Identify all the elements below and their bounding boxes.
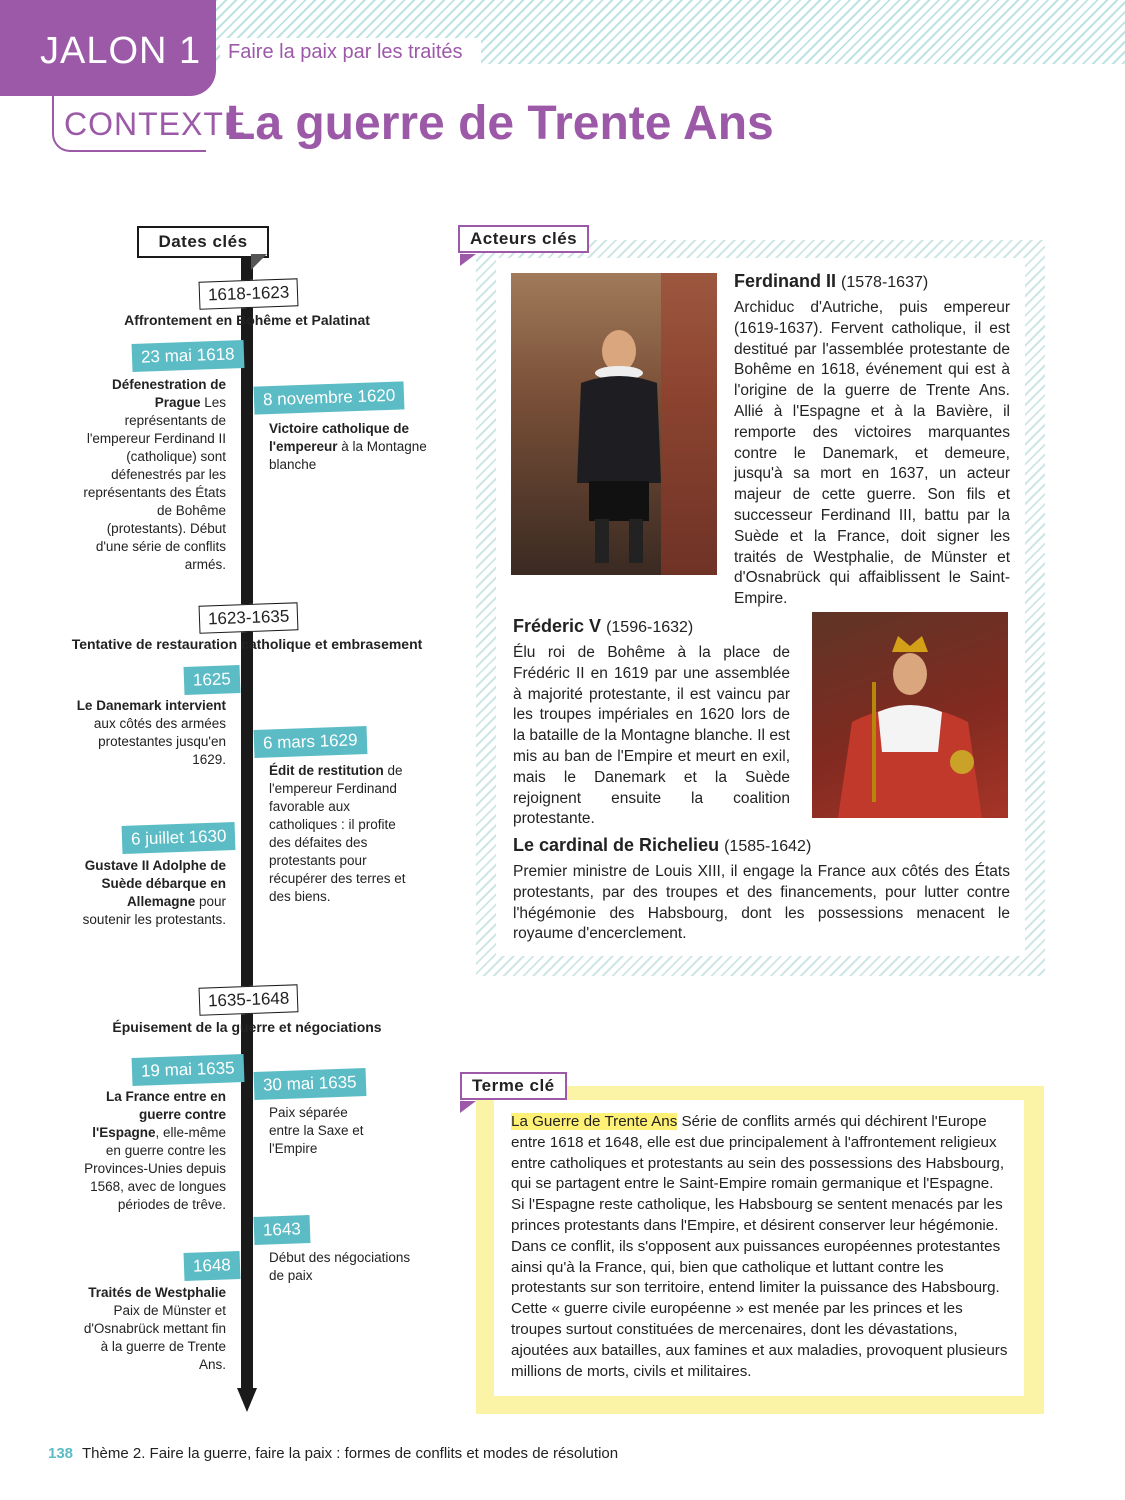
timeline-line <box>241 252 253 1392</box>
event-title: Édit de restitution <box>269 763 384 778</box>
context-label: CONTEXTE <box>64 106 247 142</box>
event-text: Paix de Münster et d'Osnabrück mettant fin à la guerre de Trente Ans. <box>83 1303 226 1372</box>
event-description <box>269 762 414 906</box>
event-title: Gustave II Adolphe de Suède débarque en Allemagne <box>84 858 226 909</box>
period-label: Affrontement en Bohême et Palatinat <box>124 312 370 328</box>
period-dates: 1635-1648 <box>199 984 299 1015</box>
actors-header: Acteurs clés <box>458 225 589 253</box>
event-description <box>269 1104 379 1158</box>
timeline-arrow-icon <box>237 1388 257 1412</box>
actor-name <box>513 616 693 637</box>
timeline-header-notch <box>251 254 267 270</box>
actor-name-text: Le cardinal de Richelieu <box>513 835 720 855</box>
jalon-subtitle: Faire la paix par les traités <box>220 38 481 68</box>
event-date-tag: 30 mai 1635 <box>254 1068 366 1100</box>
event-title: Le Danemark intervient <box>76 698 226 713</box>
event-description <box>76 1284 226 1374</box>
term-header: Terme clé <box>460 1072 567 1100</box>
event-text: , elle-même en guerre contre les Provinces-Unies depuis 1568, avec de longues périodes de trêve. <box>84 1125 226 1212</box>
jalon-label: JALON 1 <box>40 30 202 72</box>
period-label: Tentative de restauration catholique et embrasement <box>71 636 423 652</box>
event-text: Les représentants de l'empereur Ferdinand II (catholique) sont défenestrés par les représentants des États de Bohême (protestants). Début d'une série de conflits armés. <box>83 395 226 572</box>
event-title: Défenestration de Prague <box>111 377 226 410</box>
actor-name <box>513 835 811 856</box>
term-header-flag <box>460 1101 476 1113</box>
actor-bio: Archiduc d'Autriche, puis empereur (1619-1637). Fervent catholique, il est destitué par l'assemblée protestante de Bohême en 1618, événement qui est à l'origine de la guerre de Trente Ans. Allié à l'Espagne et à la Bavière, il remporte des victoires marquantes contre le Danemark, et demeure, jusqu'à sa mort en 1637, un acteur majeur de cette guerre. Son fils et successeur Ferdinand III, battu par la Suède et la France, doit signer les traités de Westphalie, de Münster et d'Osnabrück qui affaiblissent le Saint-Empire. <box>734 299 1010 608</box>
event-text: Paix séparée entre la Saxe et l'Empire <box>269 1105 364 1156</box>
term-highlight: La Guerre de Trente Ans <box>511 1113 678 1130</box>
actor-name-text: Fréderic V <box>513 616 602 636</box>
page-title: La guerre de Trente Ans <box>226 97 774 150</box>
event-date-tag: 1643 <box>254 1215 311 1245</box>
event-description <box>269 1249 424 1285</box>
actors-header-flag <box>460 254 476 266</box>
event-description <box>76 857 226 929</box>
event-date-tag: 1648 <box>184 1251 241 1281</box>
event-text: pour soutenir les protestants. <box>82 894 226 927</box>
event-text: aux côtés des armées protestantes jusqu'en 1629. <box>93 716 226 767</box>
actor-years: (1585-1642) <box>724 838 812 855</box>
event-date-tag: 6 mars 1629 <box>254 726 367 758</box>
event-text: de l'empereur Ferdinand favorable aux catholiques : il profite des défaites des protestants pour récupérer des terres et des biens. <box>269 763 406 904</box>
period-dates: 1618-1623 <box>199 278 299 309</box>
actor-name-text: Ferdinand II <box>734 271 837 291</box>
actor-name <box>734 271 928 292</box>
event-description <box>76 697 226 769</box>
term-definition <box>511 1112 1011 1382</box>
event-date-tag: 6 juillet 1630 <box>122 822 236 854</box>
term-body: Série de conflits armés qui déchirent l'Europe entre 1618 et 1648, elle est due principalement à l'affrontement religieux entre catholiques et protestants au sein des possessions des Habsbourg, qui se partagent entre le Saint-Empire romain germanique et l'Espagne. Si l'Espagne reste catholique, les Habsbourg se sentent menacés par les princes protestants dans l'Empire, et désirent conserver leur hégémonie. Dans ce conflit, ils s'opposent aux puissances européennes protestantes ainsi qu'à la France, qui, bien que catholique et luttant contre les protestants sur son territoire, entend limiter la puissance des Habsbourg. Cette « guerre civile européenne » est menée par les princes et les troupes surtout constituées de mercenaires, dont les dévastations, ajoutées aux batailles, aux famines et aux maladies, provoquent plusieurs millions de morts, civils et militaires. <box>511 1113 1008 1380</box>
actor-bio: Premier ministre de Louis XIII, il engage la France aux côtés des États protestants, par des troupes et des financements, pour lutter contre l'hégémonie des Habsbourg, dont les possessions menacent le royaume d'encerclement. <box>513 863 1010 943</box>
event-text: Début des négociations de paix <box>269 1250 411 1283</box>
event-date-tag: 19 mai 1635 <box>132 1054 244 1086</box>
frederic-portrait <box>812 612 1008 818</box>
event-title: La France entre en guerre contre l'Espagne <box>92 1089 226 1140</box>
actor-years: (1578-1637) <box>841 274 929 291</box>
event-date-tag: 1625 <box>184 665 241 695</box>
ferdinand-portrait <box>511 273 717 575</box>
event-text: à la Montagne blanche <box>269 439 427 472</box>
event-title: Traités de Westphalie <box>88 1285 226 1300</box>
event-description <box>76 1088 226 1214</box>
event-date-tag: 23 mai 1618 <box>132 340 244 372</box>
event-description <box>76 376 226 574</box>
event-title: Victoire catholique de l'empereur <box>269 421 410 454</box>
page-number: 138 <box>48 1445 74 1462</box>
timeline-header: Dates clés <box>137 226 269 258</box>
footer-text: Thème 2. Faire la guerre, faire la paix : formes de conflits et modes de résolution <box>82 1445 619 1462</box>
event-description <box>269 420 429 474</box>
actor-bio: Élu roi de Bohême à la place de Frédéric II en 1619 par une assemblée à majorité protestante, il est vaincu par les troupes impériales en 1620 lors de la bataille de la Montagne blanche. Il est mis au ban de l'Empire et meurt en exil, mais le Danemark et la Suède rejoignent ensuite la coalition protestante. <box>513 644 790 828</box>
actor-years: (1596-1632) <box>606 619 694 636</box>
period-dates: 1623-1635 <box>199 602 299 633</box>
event-date-tag: 8 novembre 1620 <box>254 381 405 414</box>
period-label: Épuisement de la guerre et négociations <box>112 1019 382 1035</box>
